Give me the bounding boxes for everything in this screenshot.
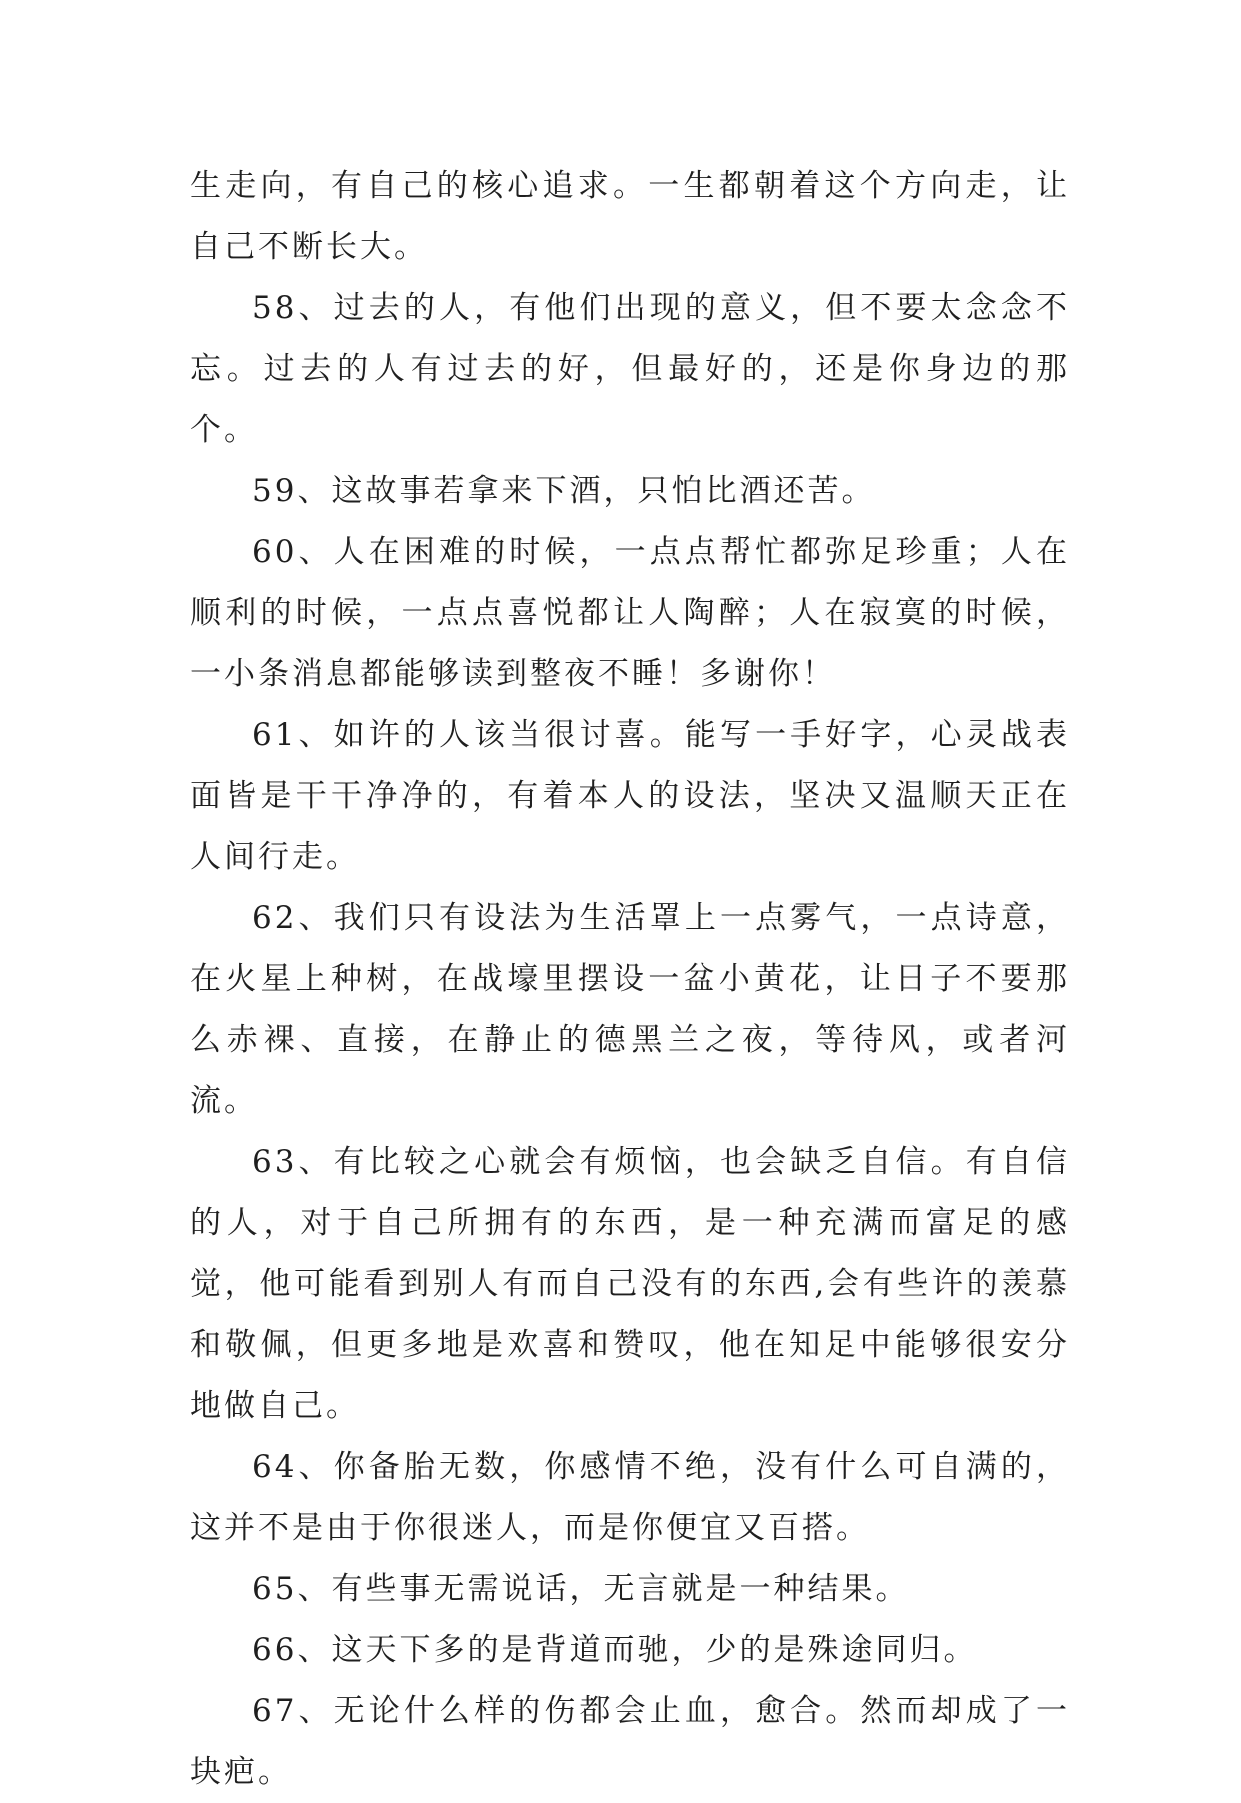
paragraph-60: 60、人在困难的时候，一点点帮忙都弥足珍重；人在顺利的时候，一点点喜悦都让人陶醉；人在寂寞的时候，一小条消息都能够读到整夜不睡！多谢你！ [190, 534, 1070, 692]
paragraph-62: 62、我们只有设法为生活罩上一点雾气，一点诗意，在火星上种树，在战壕里摆设一盆小黄花，让日子不要那么赤裸、直接，在静止的德黑兰之夜，等待风，或者河流。 [190, 900, 1070, 1119]
paragraph-continuation: 生走向，有自己的核心追求。一生都朝着这个方向走，让自己不断长大。 [190, 168, 1070, 265]
paragraph-67: 67、无论什么样的伤都会止血，愈合。然而却成了一块疤。 [190, 1693, 1070, 1790]
document-body [190, 156, 1070, 1803]
paragraph-61: 61、如许的人该当很讨喜。能写一手好字，心灵战表面皆是干干净净的，有着本人的设法，坚决又温顺天正在人间行走。 [190, 717, 1070, 875]
paragraph-66: 66、这天下多的是背道而驰，少的是殊途同归。 [252, 1632, 978, 1668]
paragraph-64: 64、你备胎无数，你感情不绝，没有什么可自满的，这并不是由于你很迷人，而是你便宜又百搭。 [190, 1449, 1070, 1546]
paragraph-65: 65、有些事无需说话，无言就是一种结果。 [252, 1571, 910, 1607]
paragraph-58: 58、过去的人，有他们出现的意义，但不要太念念不忘。过去的人有过去的好，但最好的，还是你身边的那个。 [190, 290, 1070, 448]
paragraph-59: 59、这故事若拿来下酒，只怕比酒还苦。 [252, 473, 876, 509]
paragraph-63: 63、有比较之心就会有烦恼，也会缺乏自信。有自信的人，对于自己所拥有的东西，是一种充满而富足的感觉，他可能看到别人有而自己没有的东西,会有些许的羡慕和敬佩，但更多地是欢喜和赞叹，他在知足中能够很安分地做自己。 [190, 1144, 1070, 1424]
